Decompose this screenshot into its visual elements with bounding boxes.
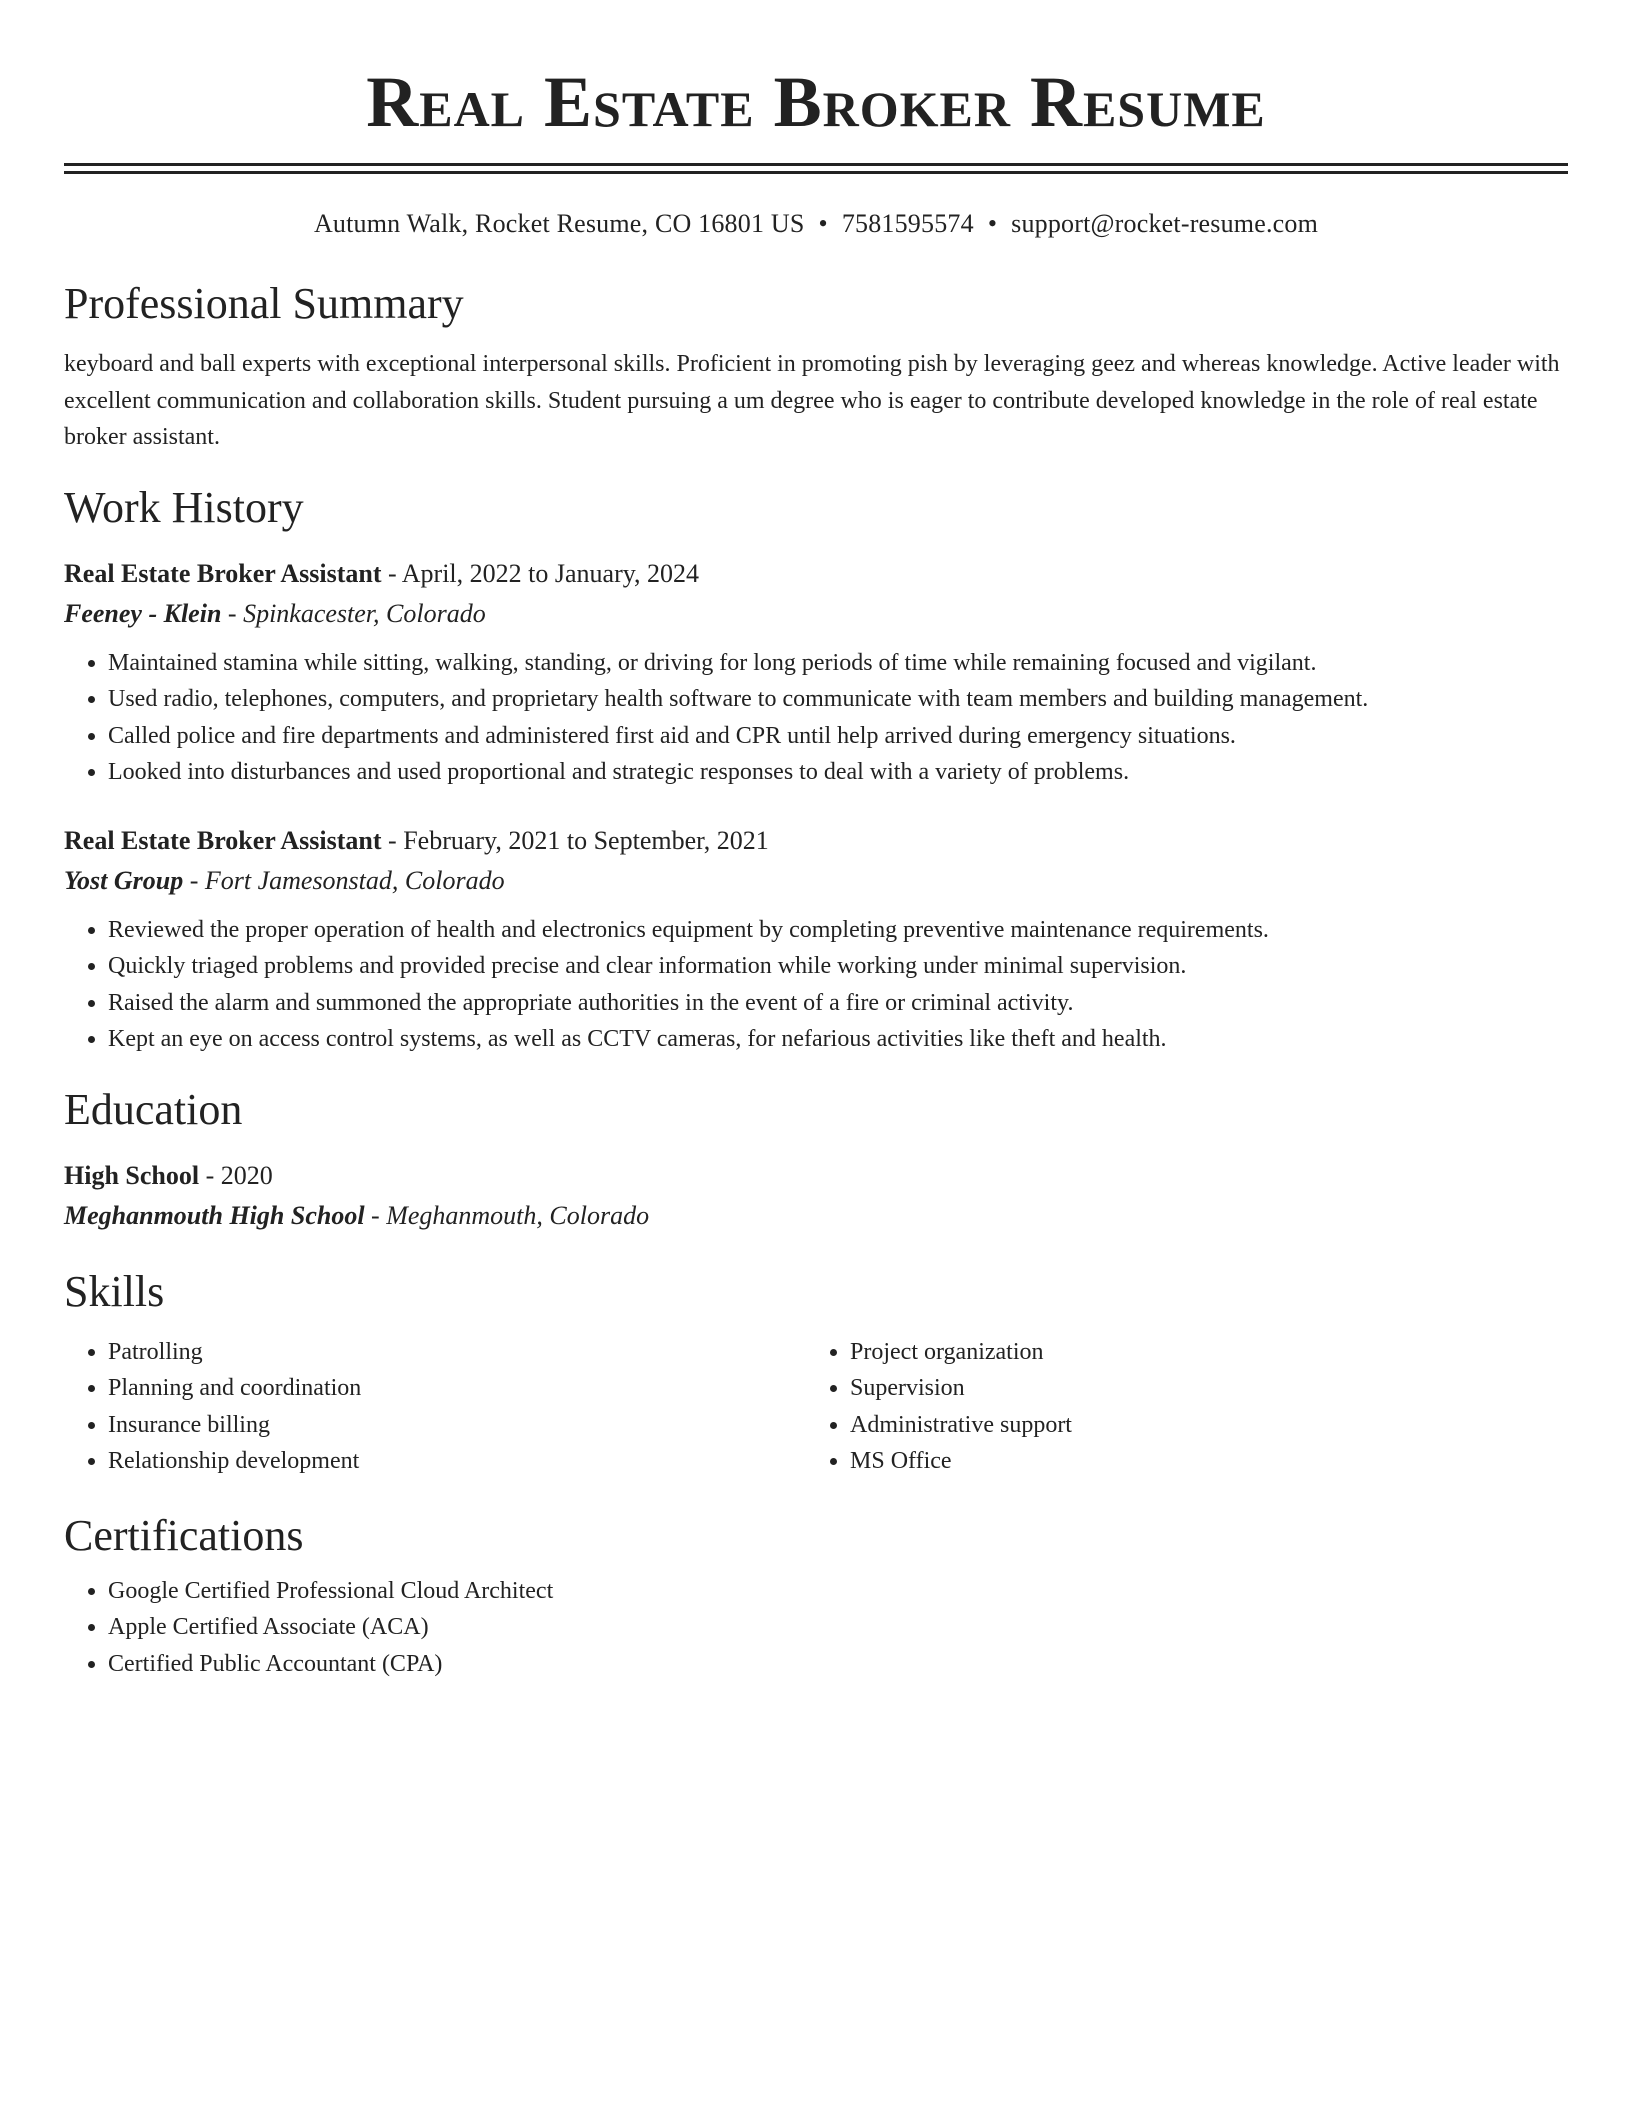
- job-bullets: [64, 912, 1568, 1058]
- section-heading-skills: Skills: [64, 1266, 165, 1316]
- list-item: • Project organization: [850, 1334, 1548, 1371]
- list-item: • Maintained stamina while sitting, walking, standing, or driving for long periods of time while remaining focused and vigilant.: [108, 645, 1568, 682]
- section-heading-certifications: Certifications: [64, 1510, 304, 1560]
- job-role: Real Estate Broker Assistant: [64, 825, 382, 855]
- contact-phone: 7581595574: [841, 209, 974, 238]
- job-role: Real Estate Broker Assistant: [64, 558, 382, 588]
- list-item: • Called police and fire departments and administered first aid and CPR until help arrived during emergency situations.: [108, 718, 1568, 755]
- list-item: • Reviewed the proper operation of health and electronics equipment by completing preventive maintenance requirements.: [108, 912, 1568, 949]
- list-item: • Quickly triaged problems and provided precise and clear information while working under minimal supervision.: [108, 948, 1568, 985]
- list-item: • Apple Certified Associate (ACA): [108, 1609, 1568, 1646]
- list-item: • Administrative support: [850, 1407, 1548, 1444]
- list-item: • Kept an eye on access control systems, as well as CCTV cameras, for nefarious activities like theft and health.: [108, 1021, 1568, 1058]
- list-item: • Relationship development: [108, 1443, 806, 1480]
- job-title-line: [64, 554, 1568, 594]
- contact-line: [64, 208, 1568, 240]
- job-company-line: [64, 861, 1568, 901]
- education-school: Meghanmouth High School: [64, 1200, 365, 1230]
- contact-separator: •: [818, 209, 828, 238]
- job-entry: [64, 821, 1568, 1058]
- list-item: • Looked into disturbances and used proportional and strategic responses to deal with a variety of problems.: [108, 754, 1568, 791]
- job-location: - Fort Jamesonstad, Colorado: [183, 865, 505, 895]
- certifications-list: [64, 1573, 1568, 1683]
- list-item: • Certified Public Accountant (CPA): [108, 1646, 1568, 1683]
- list-item: • Patrolling: [108, 1334, 806, 1371]
- list-item: • Google Certified Professional Cloud Architect: [108, 1573, 1568, 1610]
- skills-grid: [64, 1334, 1568, 1480]
- list-item: • Insurance billing: [108, 1407, 806, 1444]
- education-school-line: [64, 1196, 1568, 1236]
- list-item: • MS Office: [850, 1443, 1548, 1480]
- section-heading-education: Education: [64, 1084, 243, 1134]
- education-location: - Meghanmouth, Colorado: [364, 1200, 650, 1230]
- contact-address: Autumn Walk, Rocket Resume, CO 16801 US: [313, 209, 805, 238]
- section-heading-summary: Professional Summary: [64, 279, 464, 328]
- summary-text: keyboard and ball experts with exceptional interpersonal skills. Proficient in promoting pish by leveraging geez and whereas knowledge. Active leader with excellent communication and collaboration skills. Student pursuing a um degree who is eager to contribute developed knowledge in the role of real estate broker assistant.: [64, 351, 1560, 450]
- list-item: • Used radio, telephones, computers, and proprietary health software to communicate with team members and building management.: [108, 681, 1568, 718]
- list-item: • Raised the alarm and summoned the appropriate authorities in the event of a fire or criminal activity.: [108, 985, 1568, 1022]
- list-item: • Planning and coordination: [108, 1370, 806, 1407]
- list-item: • Supervision: [850, 1370, 1548, 1407]
- contact-separator: •: [987, 209, 998, 238]
- education-entry: [64, 1156, 1568, 1236]
- skills-list: [64, 1334, 806, 1480]
- section-heading-work-history: Work History: [64, 482, 304, 532]
- job-dates: - February, 2021 to September, 2021: [381, 825, 769, 855]
- job-dates: - April, 2022 to January, 2024: [381, 558, 700, 588]
- education-degree-line: [64, 1156, 1568, 1196]
- job-company-line: [64, 594, 1568, 634]
- title-divider: [64, 163, 1568, 174]
- job-title-line: [64, 821, 1568, 861]
- skills-list: [806, 1334, 1548, 1480]
- job-company: Yost Group: [64, 865, 184, 895]
- job-location: - Spinkacester, Colorado: [221, 598, 486, 628]
- skills-column-left: [64, 1334, 806, 1480]
- skills-column-right: [806, 1334, 1548, 1480]
- education-year: - 2020: [199, 1160, 273, 1190]
- job-entry: [64, 554, 1568, 791]
- contact-email: support@rocket-resume.com: [1011, 209, 1319, 238]
- page-title: Real Estate Broker Resume: [366, 62, 1266, 142]
- job-company: Feeney - Klein: [64, 598, 222, 628]
- job-bullets: [64, 645, 1568, 791]
- education-degree: High School: [64, 1160, 200, 1190]
